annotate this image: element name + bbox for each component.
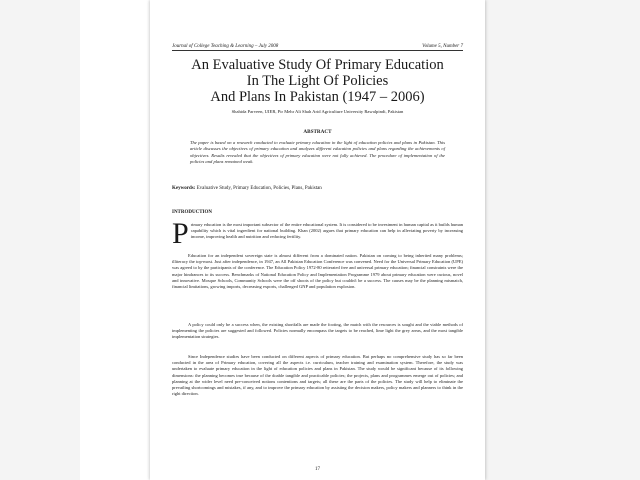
abstract-heading: ABSTRACT <box>303 129 332 135</box>
abstract-text: The paper is based on a research conducted to evaluate primary education in the light of education policies and plans in Pakistan. This article discusses the objectives of primary education and analyzes different education policies and plans regarding the achievements of objectives. Results revealed that the objectives of primary education were not fully achieved. The procedure of implementation of the policies and plans remained weak. <box>190 140 445 165</box>
body-paragraph: Education for an independent sovereign state is almost different from a dominated nation. Pakistan on coming to being inherited many problems; illiteracy the top-most. Just after independence, in 1947, an All Pakistan Education Conference was convened. Need for the Universal Primary Education (UPE) was agreed to by the participants of the conference. The Education Policy 1972-80 reiterated free and universal primary education; financial constraints were the major hindrances to its success. Benchmarks of National Education Policy and Implementation Programme 1979 about primary education were curious, novel and innovative. Mosque Schools, Community Schools were the off shoots of the policy but couldn't be a success. The causes may be the planning mismatch, financial limitations, growing imports, decreasing exports, challenged GNP and population explosion. <box>172 253 463 290</box>
journal-name: Journal of College Teaching & Learning – July 2008 <box>172 44 279 49</box>
document-page <box>150 0 485 480</box>
viewer-left-margin <box>0 0 80 480</box>
first-paragraph-text: rimary education is the most important subsector of the entire educational system. It is considered to be investment in human capital as it builds human capability which is vital ingredient for national building. Khan (2002) argues that primary education can help in alleviating poverty by increasing income, improving health and nutrition and reducing fertility. <box>190 222 463 240</box>
page-number: 17 <box>315 467 320 472</box>
introduction-heading: INTRODUCTION <box>172 210 213 215</box>
drop-cap: P <box>172 217 189 250</box>
introduction-first-paragraph <box>172 217 463 250</box>
keywords-line <box>172 186 463 191</box>
page-content <box>172 0 463 480</box>
paper-title <box>168 57 467 105</box>
title-line: In The Light Of Policies <box>246 73 389 89</box>
body-paragraph: A policy could only be a success when, the existing shortfalls are made the footing, the match with the resources is sought and the viable methods of implementing the policies are suggested and followed. Policies normally encompass the targets to be reached, lime light the grey areas, and the most tangible implementation strategies. <box>172 322 463 340</box>
author-line: Shahida Parveen, UIER, Pir Mehr Ali Shah Arid Agriculture University Rawalpindi, Pakistan <box>231 109 404 114</box>
running-header <box>172 44 463 51</box>
volume-number: Volume 5, Number 7 <box>422 44 463 49</box>
title-line: An Evaluative Study Of Primary Education <box>191 57 444 73</box>
keywords-text: Evaluative Study, Primary Education, Policies, Plans, Pakistan <box>196 186 322 191</box>
keywords-label: Keywords: <box>172 186 196 191</box>
title-line: And Plans In Pakistan (1947 – 2006) <box>210 89 425 105</box>
viewer-right-margin <box>470 0 640 480</box>
body-paragraph: Since Independence studies have been conducted on different aspects of primary education. But perhaps no comprehensive study has so far been conducted in the area of Primary education, covering all the aspects i.e. curriculum, teacher training and examination system. Therefore, the study was undertaken to evaluate primary education in the light of education policies and plans in Pakistan. The study would be significant because of its following dimensions: the planning becomes true because of the doable tangible and practicable policies; the projects, plans and programmes emerge out of policies; and planning at the wider level need pre-conceived notions contentions and targets; all these are the parts of the policies. The study will help to eliminate the prevailing shortcomings and mistakes, if any, and to improve the primary education by assisting the decision makers, policy makers and planners to think in the right direction. <box>172 354 463 397</box>
